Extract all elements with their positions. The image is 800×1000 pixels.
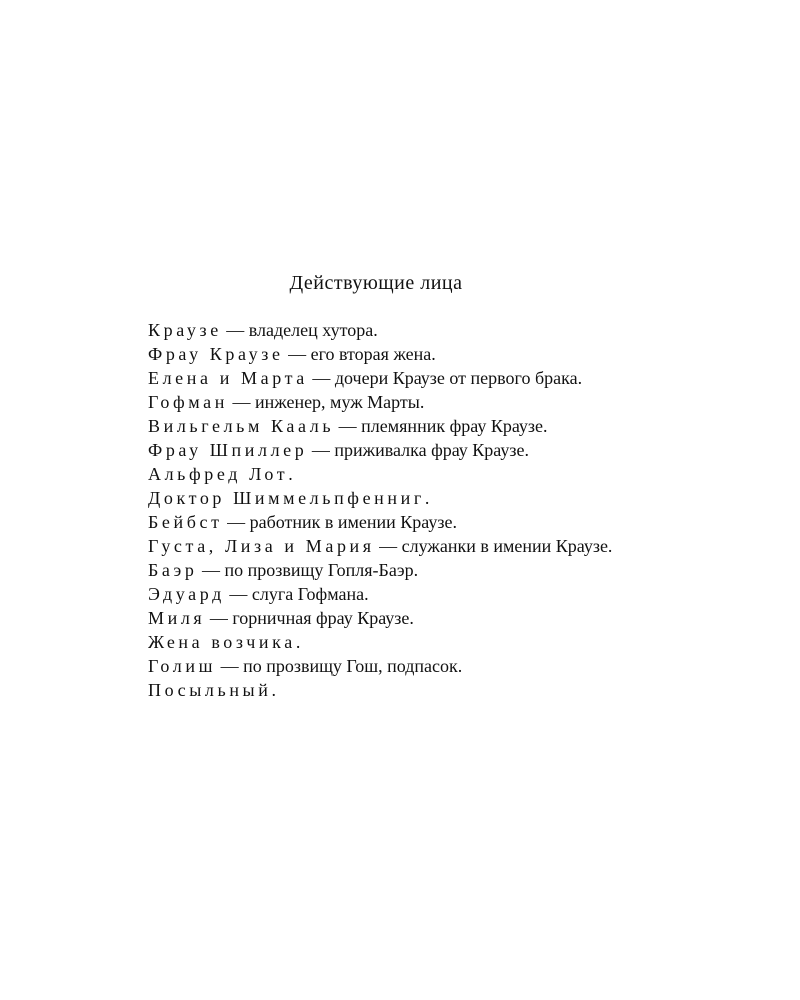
character-name: Альфред Лот — [148, 464, 289, 484]
cast-entry — [148, 366, 638, 390]
character-description: . — [271, 680, 276, 700]
cast-entry — [148, 414, 638, 438]
character-description: . — [288, 464, 293, 484]
cast-entry — [148, 678, 638, 702]
character-description: — его вторая жена. — [283, 344, 436, 364]
character-description: — по прозвищу Гопля-Баэр. — [197, 560, 419, 580]
character-description: — горничная фрау Краузе. — [205, 608, 414, 628]
cast-entry — [148, 558, 638, 582]
character-name: Посыльный — [148, 680, 272, 700]
character-description: — слуга Гофмана. — [224, 584, 369, 604]
character-description: . — [424, 488, 430, 508]
character-name: Жена возчика — [148, 632, 296, 652]
cast-entry — [148, 534, 638, 558]
character-name: Густа, Лиза и Мария — [148, 536, 375, 556]
character-name: Голиш — [148, 656, 217, 676]
cast-entry — [148, 318, 638, 342]
cast-entry — [148, 342, 638, 366]
character-description: — приживалка фрау Краузе. — [307, 440, 529, 460]
character-name: Фрау Краузе — [148, 344, 284, 364]
character-description: — по прозвищу Гош, подпасок. — [216, 656, 463, 676]
character-name: Доктор Шиммельпфенниг — [148, 488, 425, 508]
character-name: Вильгельм Кааль — [148, 416, 335, 436]
page-title: Действующие лица — [289, 272, 463, 294]
character-name: Фрау Шпиллер — [148, 440, 308, 460]
cast-entry — [148, 630, 638, 654]
cast-entry — [148, 486, 638, 510]
character-description: — владелец хутора. — [221, 320, 378, 340]
character-name: Гофман — [148, 392, 228, 412]
cast-entry — [148, 582, 638, 606]
cast-entry — [148, 462, 638, 486]
character-name: Елена и Марта — [148, 368, 308, 388]
character-description: — служанки в имении Краузе. — [374, 536, 613, 556]
cast-list — [148, 318, 638, 702]
character-description: — инженер, муж Марты. — [227, 392, 425, 412]
character-description: — племянник фрау Краузе. — [334, 416, 548, 436]
cast-entry — [148, 390, 638, 414]
cast-entry — [148, 606, 638, 630]
character-description: — дочери Краузе от первого брака. — [307, 368, 583, 388]
character-name: Миля — [148, 608, 206, 628]
character-name: Краузе — [148, 320, 222, 340]
character-name: Баэр — [148, 560, 198, 580]
cast-entry — [148, 510, 638, 534]
cast-entry — [148, 438, 638, 462]
character-name: Эдуард — [148, 584, 225, 604]
character-name: Бейбст — [148, 512, 223, 532]
character-description: . — [295, 632, 301, 652]
cast-entry — [148, 654, 638, 678]
character-description: — работник в имении Краузе. — [222, 512, 457, 532]
